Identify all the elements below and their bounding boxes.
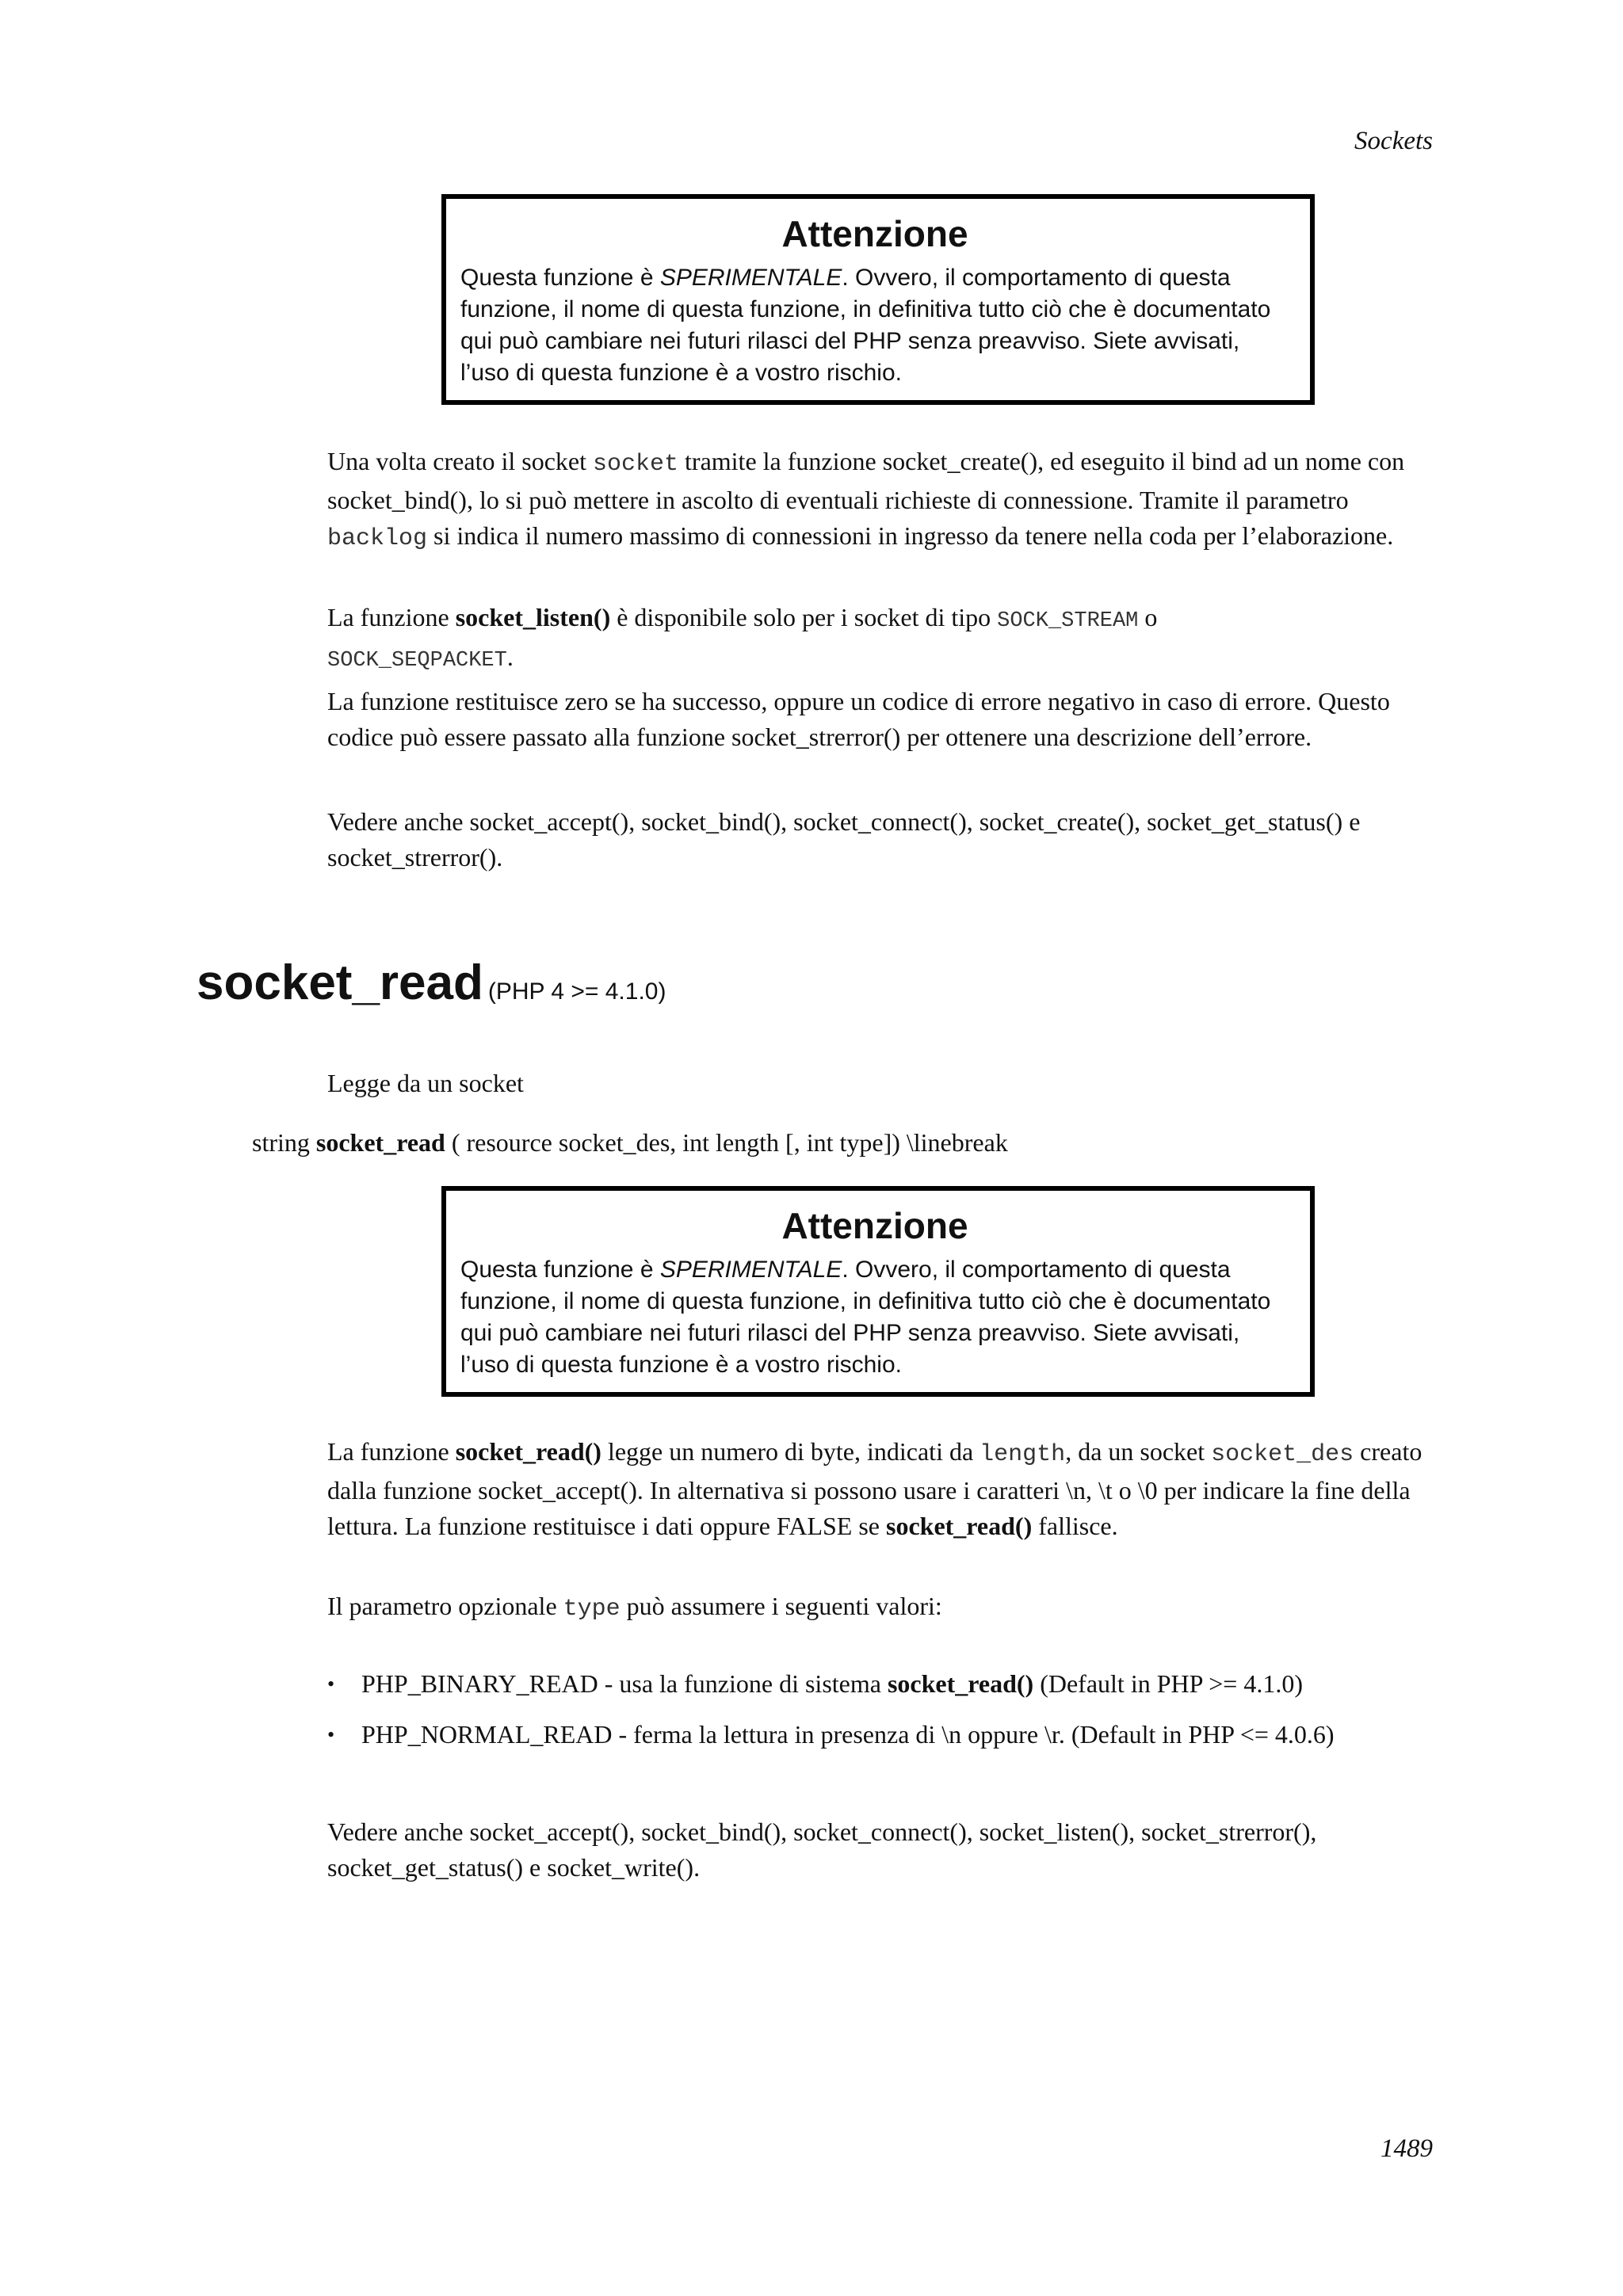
warning-text: Questa funzione è SPERIMENTALE. Ovvero, il comportamento di questa funzione, il nome di questa funzione, in definitiva tutto ciò che è documentato qui può cambiare nei futuri rilasci del PHP senza preavviso. Siete avvisati, l’uso di questa funzione è a vostro rischio. bbox=[460, 1257, 1271, 1378]
bullet-icon: • bbox=[327, 1723, 335, 1746]
warning-box-read bbox=[441, 1186, 1315, 1397]
listen-return-value: La funzione restituisce zero se ha successo, oppure un codice di errore negativo in caso di errore. Questo codice può essere passato alla funzione socket_strerror() per ottenere una descrizione dell’errore. bbox=[327, 687, 1390, 751]
function-name: socket_read bbox=[197, 955, 483, 1010]
page-number: 1489 bbox=[1381, 2134, 1433, 2163]
type-values-list bbox=[327, 1666, 1476, 1768]
function-version: (PHP 4 >= 4.1.0) bbox=[487, 978, 666, 1005]
listen-availability: La funzione socket_listen() è disponibile solo per i socket di tipo SOCK_STREAM o SOCK_SEQPACKET. bbox=[327, 603, 1158, 673]
function-heading bbox=[197, 955, 666, 1011]
warning-box-listen bbox=[441, 194, 1315, 405]
listen-see-also: Vedere anche socket_accept(), socket_bind(), socket_connect(), socket_create(), socket_get_status() e socket_strerror(). bbox=[327, 807, 1361, 871]
running-header: Sockets bbox=[1354, 127, 1433, 155]
list-item: • PHP_NORMAL_READ - ferma la lettura in presenza di \n oppure \r. (Default in PHP <= 4.0.6) bbox=[327, 1717, 1476, 1753]
warning-title: Attenzione bbox=[781, 1205, 968, 1246]
warning-text: Questa funzione è SPERIMENTALE. Ovvero, il comportamento di questa funzione, il nome di questa funzione, in definitiva tutto ciò che è documentato qui può cambiare nei futuri rilasci del PHP senza preavviso. Siete avvisati, l’uso di questa funzione è a vostro rischio. bbox=[460, 265, 1271, 386]
read-description: La funzione socket_read() legge un numero di byte, indicati da length, da un socket socket_des creato dalla funzione socket_accept(). In alternativa si possono usare i caratteri \n, \t o \0 per indicare la fine della lettura. La funzione restituisce i dati oppure FALSE se socket_read() fallisce. bbox=[327, 1437, 1423, 1540]
read-see-also: Vedere anche socket_accept(), socket_bind(), socket_connect(), socket_listen(), socket_strerror(), socket_get_status() e socket_write(). bbox=[327, 1817, 1317, 1882]
function-purpose: Legge da un socket bbox=[327, 1069, 524, 1097]
function-synopsis: string socket_read ( resource socket_des, int length [, int type]) \linebreak bbox=[252, 1128, 1008, 1157]
listen-description: Una volta creato il socket socket tramite la funzione socket_create(), ed eseguito il bind ad un nome con socket_bind(), lo si può mettere in ascolto di eventuali richieste di connessione. Tramite il parametro backlog si indica il numero massimo di connessioni in ingresso da tenere nella coda per l’elaborazione. bbox=[327, 447, 1405, 552]
warning-title: Attenzione bbox=[781, 213, 968, 254]
read-type-intro: Il parametro opzionale type può assumere i seguenti valori: bbox=[327, 1592, 942, 1623]
bullet-icon: • bbox=[327, 1672, 335, 1695]
list-item: • PHP_BINARY_READ - usa la funzione di sistema socket_read() (Default in PHP >= 4.1.0) bbox=[327, 1666, 1476, 1702]
